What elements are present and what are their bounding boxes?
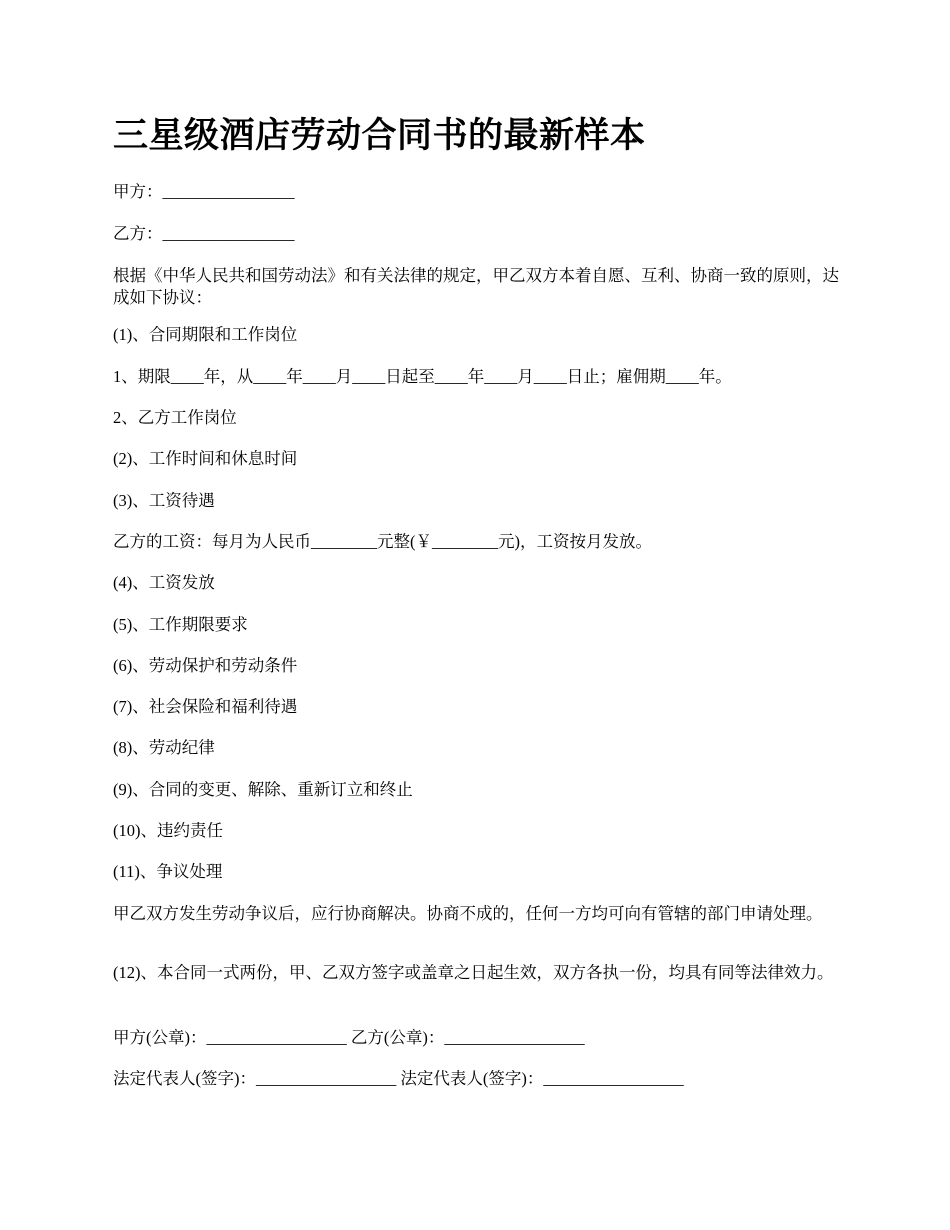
section-8-heading: (8)、劳动纪律 bbox=[113, 738, 215, 757]
seal-signature-line: 甲方(公章)：_________________ 乙方(公章)：_________________ bbox=[113, 1028, 585, 1047]
section-4-heading: (4)、工资发放 bbox=[113, 573, 215, 592]
section-10-heading: (10)、违约责任 bbox=[113, 821, 223, 840]
section-3-heading: (3)、工资待遇 bbox=[113, 491, 215, 510]
section-7-heading: (7)、社会保险和福利待遇 bbox=[113, 697, 298, 716]
dispute-resolution-paragraph: 甲乙双方发生劳动争议后，应行协商解决。协商不成的，任何一方均可向有管辖的部门申请处理。 bbox=[113, 904, 823, 923]
document-title: 三星级酒店劳动合同书的最新样本 bbox=[113, 116, 646, 156]
section-11-heading: (11)、争议处理 bbox=[113, 862, 223, 881]
preamble-paragraph: 根据《中华人民共和国劳动法》和有关法律的规定，甲乙双方本着自愿、互利、协商一致的原则，达成如下协议： bbox=[113, 266, 839, 307]
section-12-paragraph: (12)、本合同一式两份，甲、乙双方签字或盖章之日起生效，双方各执一份，均具有同等法律效力。 bbox=[113, 963, 834, 982]
section-5-heading: (5)、工作期限要求 bbox=[113, 615, 248, 634]
section-6-heading: (6)、劳动保护和劳动条件 bbox=[113, 656, 298, 675]
section-1-heading: (1)、合同期限和工作岗位 bbox=[113, 325, 298, 344]
term-clause: 1、期限____年，从____年____月____日起至____年____月____日止；雇佣期____年。 bbox=[113, 367, 732, 386]
representative-signature-line: 法定代表人(签字)：_________________ 法定代表人(签字)：_________________ bbox=[113, 1069, 684, 1088]
party-b-line: 乙方：________________ bbox=[113, 224, 295, 243]
job-position-clause: 2、乙方工作岗位 bbox=[113, 408, 237, 427]
section-2-heading: (2)、工作时间和休息时间 bbox=[113, 449, 298, 468]
salary-clause: 乙方的工资：每月为人民币________元整(￥________元)，工资按月发放。 bbox=[113, 532, 652, 551]
party-a-line: 甲方：________________ bbox=[113, 182, 295, 201]
section-9-heading: (9)、合同的变更、解除、重新订立和终止 bbox=[113, 780, 413, 799]
